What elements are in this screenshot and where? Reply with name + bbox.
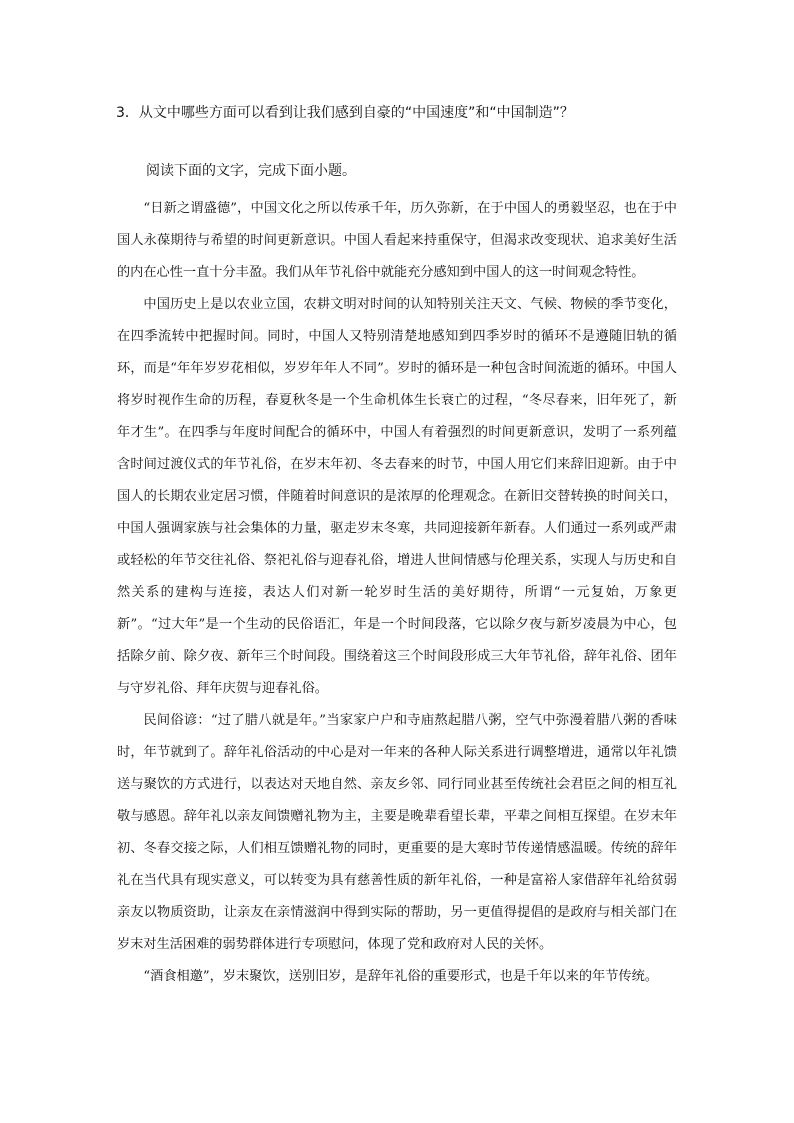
- paragraph-2: 中国历史上是以农业立国，农耕文明对时间的认知特别关注天文、气候、物候的季节变化，在四季流转中把握时间。同时，中国人又特别清楚地感知到四季岁时的循环不是遵随旧轨的循环，而是“年年岁岁花相似，岁岁年年人不同”。岁时的循环是一种包含时间流逝的循环。中国人将岁时视作生命的历程，春夏秋冬是一个生命机体生长衰亡的过程，“冬尽春来，旧年死了，新年才生”。在四季与年度时间配合的循环中，中国人有着强烈的时间更新意识，发明了一系列蕴含时间过渡仪式的年节礼俗，在岁末年初、冬去春来的时节，中国人用它们来辞旧迎新。由于中国人的长期农业定居习惯，伴随着时间意识的是浓厚的伦理观念。在新旧交替转换的时间关口，中国人强调家族与社会集体的力量，驱走岁末冬寒，共同迎接新年新春。人们通过一系列或严肃或轻松的年节交往礼俗、祭祀礼俗与迎春礼俗，增进人世间情感与伦理关系，实现人与历史和自然关系的建构与连接，表达人们对新一轮岁时生活的美好期待，所谓“一元复始，万象更新”。“过大年”是一个生动的民俗语汇，年是一个时间段落，它以除夕夜与新岁凌晨为中心，包括除夕前、除夕夜、新年三个时间段。围绕着这三个时间段形成三大年节礼俗，辞年礼俗、团年与守岁礼俗、拜年庆贺与迎春礼俗。: [117, 297, 677, 696]
- reading-passage: [117, 193, 677, 993]
- paragraph-4: “酒食相邀”，岁末聚饮，送别旧岁，是辞年礼俗的重要形式，也是千年以来的年节传统。: [143, 969, 658, 984]
- question-3: 3．从文中哪些方面可以看到让我们感到自豪的“中国速度”和“中国制造”？: [116, 105, 574, 121]
- paragraph-3: 民间俗谚：“过了腊八就是年。”当家家户户和寺庙熬起腊八粥，空气中弥漫着腊八粥的香味时，年节就到了。辞年礼俗活动的中心是对一年来的各种人际关系进行调整增进，通常以年礼馈送与聚饮的方式进行，以表达对天地自然、亲友乡邻、同行同业甚至传统社会君臣之间的相互礼敬与感恩。辞年礼以亲友间馈赠礼物为主，主要是晚辈看望长辈，平辈之间相互探望。在岁末年初、冬春交接之际，人们相互馈赠礼物的同时，更重要的是大寒时节传递情感温暖。传统的辞年礼在当代具有现实意义，可以转变为具有慈善性质的新年礼俗，一种是富裕人家借辞年礼给贫弱亲友以物质资助，让亲友在亲情滋润中得到实际的帮助，另一更值得提倡的是政府与相关部门在岁末对生活困难的弱势群体进行专项慰问，体现了党和政府对人民的关怀。: [117, 713, 677, 952]
- paragraph-1: “日新之谓盛德”，中国文化之所以传承千年，历久弥新，在于中国人的勇毅坚忍，也在于中国人永葆期待与希望的时间更新意识。中国人看起来持重保守，但渴求改变现状、追求美好生活的内在心性一直十分丰盈。我们从年节礼俗中就能充分感知到中国人的这一时间观念特性。: [117, 201, 677, 280]
- reading-instruction: 阅读下面的文字，完成下面小题。: [146, 163, 356, 179]
